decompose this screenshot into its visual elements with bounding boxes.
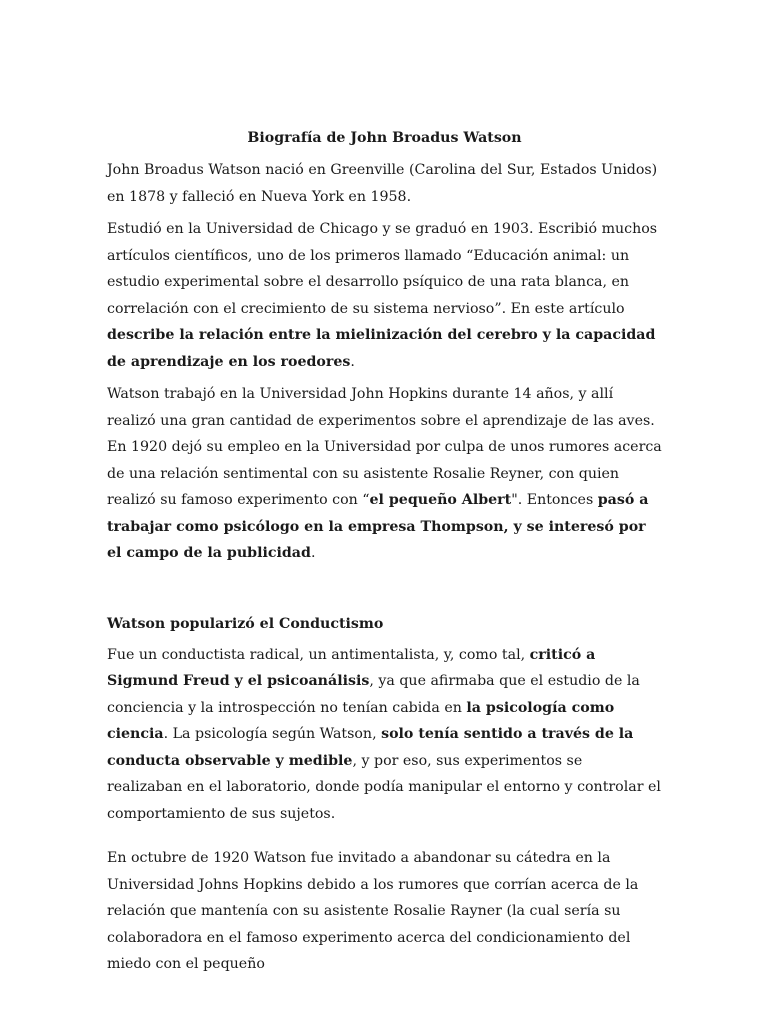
bold-highlight: pasó a trabajar como psicólogo en la empresa Thompson, y se interesó por el campo de la publicidad — [107, 492, 649, 561]
paragraph-text: . — [310, 545, 316, 561]
paragraph-career — [107, 381, 662, 567]
paragraph-text: Watson trabajó en la Universidad John Hopkins durante 14 años, y allí realizó una gran cantidad de experimentos sobre el aprendizaje de las aves. En 1920 dejó su empleo en la Universidad por culpa de unos rumores acerca de una relación sentimental con su asistente Rosalie Reyner, con quien realizó su famoso experimento con “ — [107, 386, 662, 508]
paragraph-behaviorism — [107, 642, 662, 828]
bold-highlight: describe la relación entre la mielinización del cerebro y la capacidad de aprendizaje en los roedores — [107, 327, 656, 370]
paragraph-text: , ya que afirmaba que el estudio de la conciencia y la introspección no tenían cabida en — [107, 673, 640, 716]
paragraph-birth: John Broadus Watson nació en Greenville (Carolina del Sur, Estados Unidos) en 1878 y falleció en Nueva York en 1958. — [107, 162, 658, 205]
document-title: Biografía de John Broadus Watson — [247, 130, 522, 146]
paragraph-text: Fue un conductista radical, un antimentalista, y, como tal, — [107, 646, 530, 663]
paragraph-text: , y por eso, sus experimentos se realizaban en el laboratorio, donde podía manipular el entorno y controlar el comportamiento de sus sujetos. — [107, 752, 661, 822]
paragraph-text: . La psicología según Watson, — [163, 726, 382, 742]
paragraph-text: ". Entonces — [511, 492, 598, 508]
bold-highlight: solo tenía sentido a través de la conducta observable y medible — [107, 726, 634, 769]
bold-highlight: el pequeño Albert — [369, 492, 512, 508]
paragraph-text: Estudió en la Universidad de Chicago y se graduó en 1903. Escribió muchos artículos científicos, uno de los primeros llamado “Educación animal: un estudio experimental sobre el desarrollo psíquico de una rata blanca, en correlación con el crecimiento de su sistema nervioso”. En este artículo — [107, 221, 658, 317]
section-heading: Watson popularizó el Conductismo — [107, 615, 384, 632]
paragraph-1920: En octubre de 1920 Watson fue invitado a abandonar su cátedra en la Universidad Johns Hopkins debido a los rumores que corrían acerca de la relación que mantenía con su asistente Rosalie Rayner (la cual sería su colaboradora en el famoso experimento acerca del condicionamiento del miedo con el pequeño — [107, 850, 639, 972]
bold-highlight: criticó a Sigmund Freud y el psicoanálisis — [107, 646, 596, 689]
paragraph-education — [107, 216, 662, 375]
paragraph-text: . — [350, 353, 355, 370]
bold-highlight: la psicología como ciencia — [107, 699, 615, 742]
document-page — [107, 125, 662, 978]
